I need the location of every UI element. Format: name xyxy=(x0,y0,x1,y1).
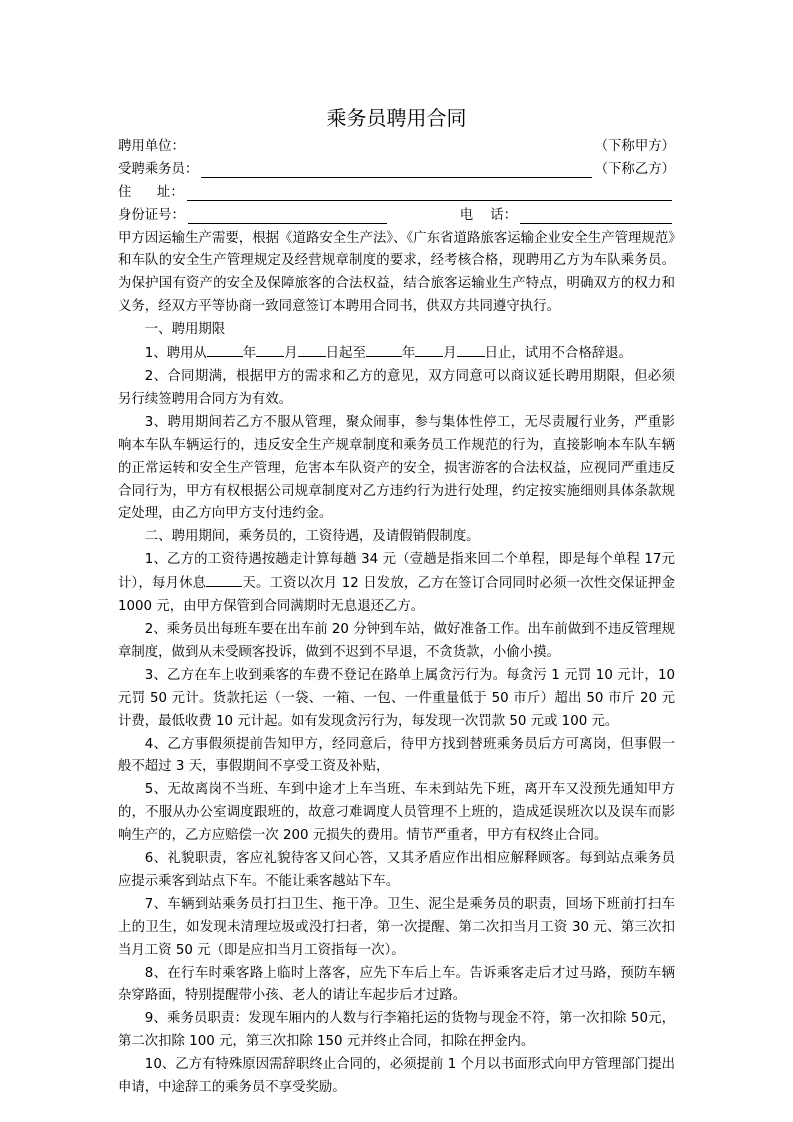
contract-body xyxy=(118,136,675,1100)
s2-item1 xyxy=(118,549,675,619)
employee-field[interactable] xyxy=(201,177,591,178)
s1-item1-g: 日止，试用不合格辞退。 xyxy=(484,346,632,362)
s1-item1-d: 日起至 xyxy=(325,346,366,362)
s1-item1 xyxy=(118,342,675,366)
s2-item1-b: 天。工资以次月 12 日发放，乙方在签订合同同时必须一次性交保证押金 1000 元，由甲方保管到合同满期时无息退还乙方。 xyxy=(118,576,675,615)
start-day-blank[interactable] xyxy=(298,342,326,357)
end-year-blank[interactable] xyxy=(366,342,402,357)
s2-item10: 10、乙方有特殊原因需辞职终止合同的，必须提前 1 个月以书面形式向甲方管理部门提出申请，中途辞工的乘务员不享受奖励。 xyxy=(118,1057,675,1096)
employee-row xyxy=(118,159,675,182)
address-field[interactable] xyxy=(187,200,672,201)
phone-label: 电 话： xyxy=(459,207,517,223)
start-year-blank[interactable] xyxy=(207,342,243,357)
s1-item1-f: 月 xyxy=(443,346,457,362)
s2-item6: 6、礼貌职责，客应礼貌待客又问心答，又其矛盾应作出相应解释顾客。每到站点乘务员应提示乘客到站点下车。不能让乘客越站下车。 xyxy=(118,851,675,889)
s2-item5: 5、无故离岗不当班、车到中途才上车当班、车未到站先下班，离开车又没预先通知甲方的，不服从办公室调度跟班的，故意刁难调度人员管理不上班的，造成延误班次以及误车而影响生产的，乙方应赔偿一次 200 元损失的费用。情节严重者，甲方有权终止合同。 xyxy=(118,782,675,844)
s1-item3: 3、聘用期间若乙方不服从管理，聚众闹事，参与集体性停工，无尽责履行业务，严重影响本车队车辆运行的，违反安全生产规章制度和乘务员工作规范的行为，直接影响本车队车辆的正常运转和安全生产管理，危害本车队资产的安全，损害游客的合法权益，应视同严重违反合同行为，甲方有权根据公司规章制度对乙方违约行为进行处理，约定按实施细则具体条款规定处理，由乙方向甲方支付违约金。 xyxy=(118,414,675,522)
s1-item1-e: 年 xyxy=(401,346,416,362)
s2-item7: 7、车辆到站乘务员打扫卫生、拖干净。卫生、泥尘是乘务员的职责，回场下班前打扫车上的卫生，如发现未清理垃圾或没打扫者，第一次提醒、第二次扣当月工资 30 元、第三次扣当月工资 50 元（即是应扣当月工资指每一次）。 xyxy=(118,896,675,958)
address-label: 住 址： xyxy=(118,184,184,200)
s2-item8: 8、在行车时乘客路上临时上落客，应先下车后上车。告诉乘客走后才过马路，预防车辆杂穿路面，特别提醒带小孩、老人的请让车起步后才过路。 xyxy=(118,965,675,1004)
employer-row xyxy=(118,136,675,159)
preamble-paragraph: 甲方因运输生产需要，根据《道路安全生产法》、《广东省道路旅客运输企业安全生产管理规范》和车队的安全生产管理规定及经营规章制度的要求，经考核合格，现聘用乙方为车队乘务员。为保护国有资产的安全及保障旅客的合法权益，结合旅客运输业生产特点，明确双方的权力和义务，经双方平等协商一致同意签订本聘用合同书，供双方共同遵守执行。 xyxy=(118,230,675,315)
id-label: 身份证号： xyxy=(118,207,185,223)
document-title: 乘务员聘用合同 xyxy=(326,106,467,130)
s2-item1-a: 1、乙方的工资待遇按趟走计算每趟 34 元（壹趟是指来回二个单程，即是每个单程 17元计），每月休息 xyxy=(118,552,675,592)
employee-label: 受聘乘务员： xyxy=(118,161,199,177)
s2-item3: 3、乙方在车上收到乘客的车费不登记在路单上属贪污行为。每贪污 1 元罚 10 元计，10元罚 50 元计。货款托运（一袋、一箱、一包、一件重量低于 50 市斤）超出 50 市斤 20 元计费，最低收费 10 元计起。如有发现贪污行为，每发现一次罚款 50 元或 100 元。 xyxy=(118,667,675,729)
rest-days-blank[interactable] xyxy=(206,572,242,587)
employer-suffix: （下称甲方） xyxy=(594,138,675,154)
end-month-blank[interactable] xyxy=(415,342,443,357)
start-month-blank[interactable] xyxy=(256,342,284,357)
s2-item9: 9、乘务员职责：发现车厢内的人数与行李箱托运的货物与现金不符，第一次扣除 50元，第二次扣除 100 元，第三次扣除 150 元并终止合同，扣除在押金内。 xyxy=(118,1011,675,1050)
end-day-blank[interactable] xyxy=(457,342,485,357)
s1-item1-a: 1、聘用从 xyxy=(144,346,207,362)
s2-item4: 4、乙方事假须提前告知甲方，经同意后，待甲方找到替班乘务员后方可离岗，但事假一般不超过 3 天，事假期间不享受工资及补贴， xyxy=(118,736,675,775)
phone-field[interactable] xyxy=(520,223,672,224)
id-number-field[interactable] xyxy=(188,223,387,224)
address-row xyxy=(118,182,675,205)
employee-suffix: （下称乙方） xyxy=(594,161,675,177)
s1-item2: 2、合同期满，根据甲方的需求和乙方的意见，双方同意可以商议延长聘用期限，但必须另行续签聘用合同方为有效。 xyxy=(118,369,675,407)
employer-label: 聘用单位： xyxy=(118,138,185,154)
section1-heading: 一、聘用期限 xyxy=(144,322,226,338)
s1-item1-c: 月 xyxy=(284,346,298,362)
s1-item1-b: 年 xyxy=(242,346,257,362)
section2-heading: 二、聘用期间，乘务员的，工资待遇，及请假销假制度。 xyxy=(144,529,480,545)
s2-item2: 2、乘务员出每班车要在出车前 20 分钟到车站，做好准备工作。出车前做到不违反管理规章制度，做到从未受顾客投诉，做到不迟到不早退，不贪货款，小偷小摸。 xyxy=(118,621,675,660)
id-phone-row xyxy=(118,205,675,228)
